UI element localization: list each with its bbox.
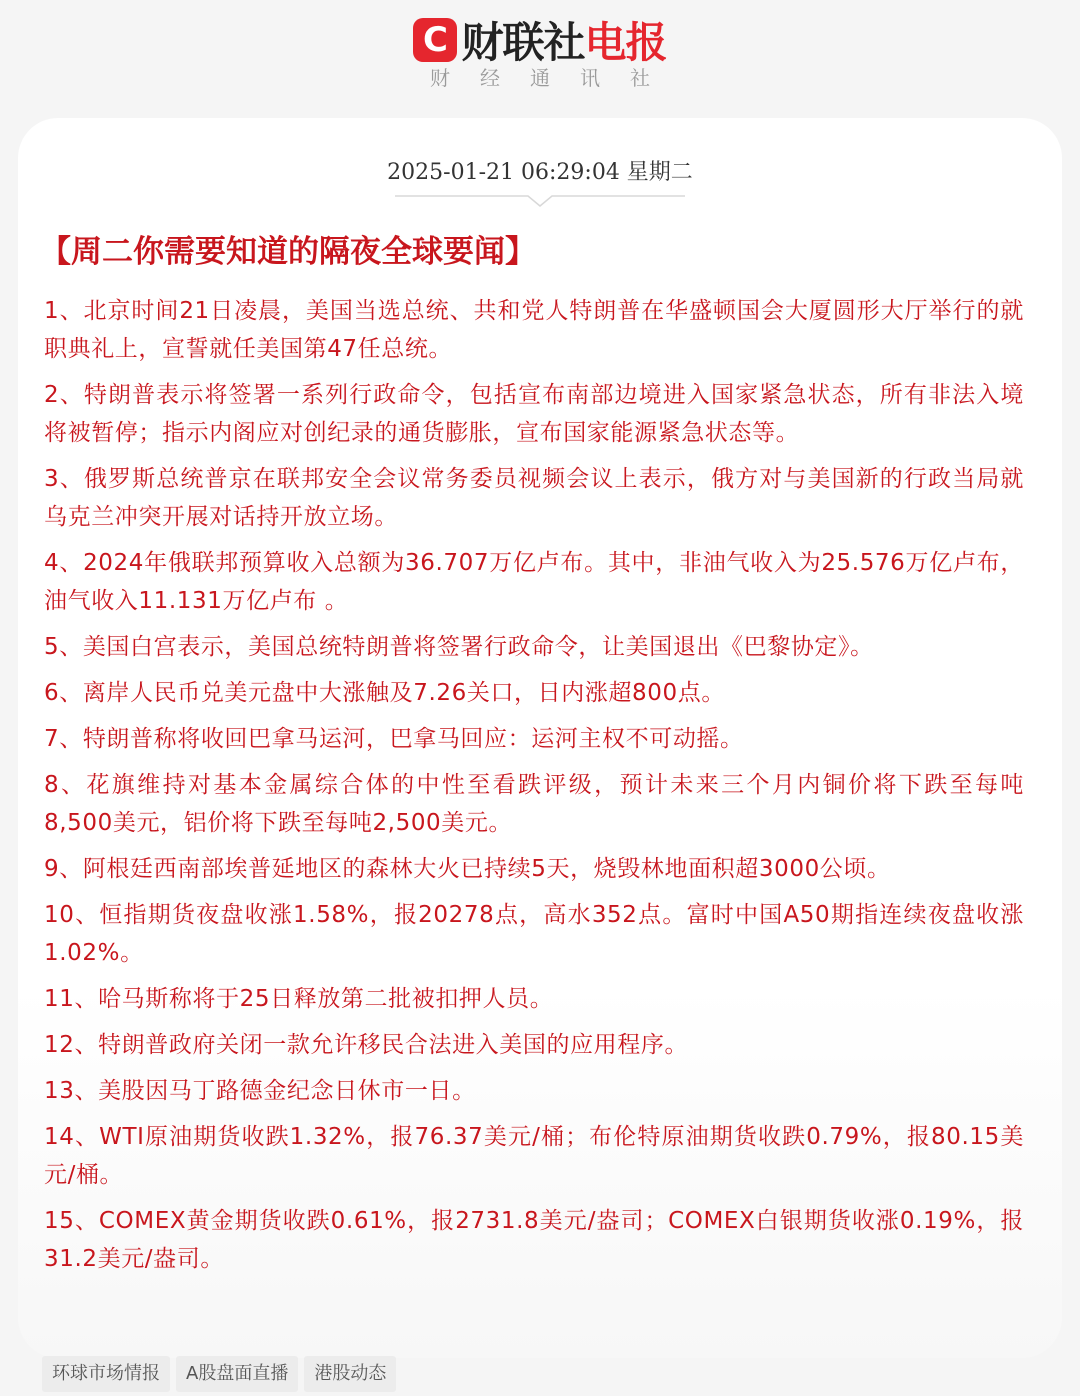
news-item: 15、COMEX黄金期货收跌0.61%，报2731.8美元/盎司；COMEX白银期货收涨0.19%，报31.2美元/盎司。 [44,1208,1024,1272]
news-item: 7、特朗普称将收回巴拿马运河，巴拿马回应：运河主权不可动摇。 [44,726,744,752]
news-item: 2、特朗普表示将签署一系列行政命令，包括宣布南部边境进入国家紧急状态，所有非法入境将被暂停；指示内阁应对创纪录的通货膨胀，宣布国家能源紧急状态等。 [44,382,1024,446]
news-item: 14、WTI原油期货收跌1.32%，报76.37美元/桶；布伦特原油期货收跌0.79%，报80.15美元/桶。 [44,1124,1024,1188]
article-title: 【周二你需要知道的隔夜全球要闻】 [40,234,536,270]
tag-hk-stocks[interactable]: 港股动态 [304,1356,396,1392]
news-item: 5、美国白宫表示，美国总统特朗普将签署行政命令，让美国退出《巴黎协定》。 [44,634,874,660]
tag-global-market[interactable]: 环球市场情报 [42,1356,170,1392]
article-datetime: 2025-01-21 06:29:04 星期二 [387,160,693,185]
news-item: 6、离岸人民币兑美元盘中大涨触及7.26关口，日内涨超800点。 [44,680,725,706]
header [0,0,1080,120]
logo-name: 财联社 [461,18,585,67]
news-list [44,292,1024,1286]
news-item: 11、哈马斯称将于25日释放第二批被扣押人员。 [44,986,554,1012]
logo-mark-icon: C [413,18,457,62]
tag-bar [42,1356,396,1392]
logo-accent: 电报 [584,18,667,67]
tag-a-share-live[interactable]: A股盘面直播 [176,1356,298,1392]
news-item: 1、北京时间21日凌晨，美国当选总统、共和党人特朗普在华盛顿国会大厦圆形大厅举行的就职典礼上，宣誓就任美国第47任总统。 [44,298,1024,362]
news-item: 8、花旗维持对基本金属综合体的中性至看跌评级，预计未来三个月内铜价将下跌至每吨8,500美元，铝价将下跌至每吨2,500美元。 [44,772,1024,836]
news-item: 10、恒指期货夜盘收涨1.58%，报20278点，高水352点。富时中国A50期指连续夜盘收涨1.02%。 [44,902,1024,966]
news-item: 13、美股因马丁路德金纪念日休市一日。 [44,1078,476,1104]
logo-subtitle: 财经通讯社 [430,66,680,90]
logo[interactable] [0,10,1080,70]
news-item: 12、特朗普政府关闭一款允许移民合法进入美国的应用程序。 [44,1032,689,1058]
divider-notch [395,194,685,208]
news-item: 4、2024年俄联邦预算收入总额为36.707万亿卢布。其中，非油气收入为25.576万亿卢布，油气收入11.131万亿卢布 。 [44,550,1024,614]
news-item: 9、阿根廷西南部埃普延地区的森林大火已持续5天，烧毁林地面积超3000公顷。 [44,856,891,882]
news-item: 3、俄罗斯总统普京在联邦安全会议常务委员视频会议上表示，俄方对与美国新的行政当局就乌克兰冲突开展对话持开放立场。 [44,466,1024,530]
